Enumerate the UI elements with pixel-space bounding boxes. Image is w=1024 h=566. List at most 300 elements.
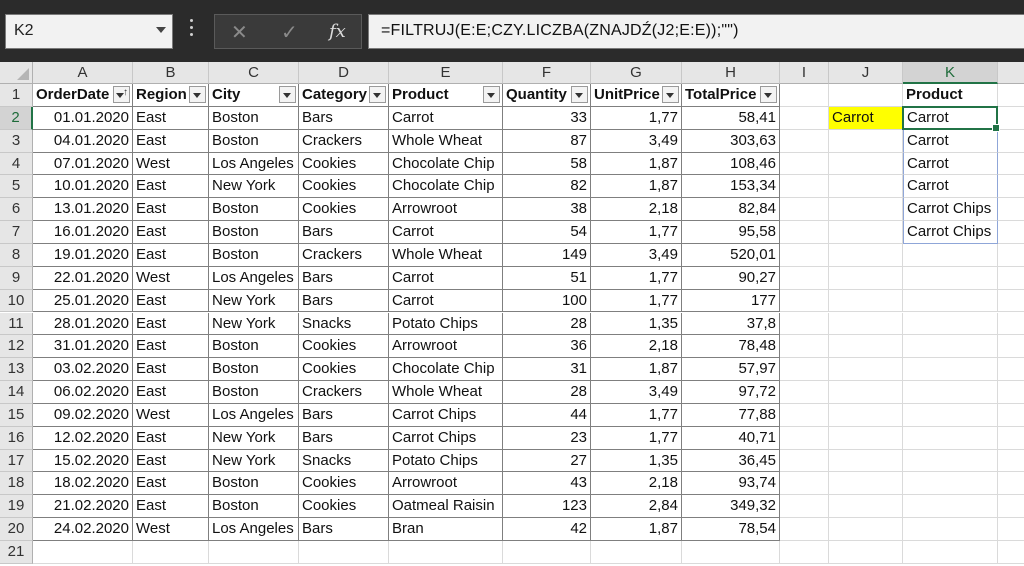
table-cell[interactable]: Los Angeles <box>209 518 299 541</box>
column-header-c[interactable]: C <box>209 62 299 84</box>
table-cell[interactable]: 54 <box>503 221 591 244</box>
row-header-14[interactable]: 14 <box>0 381 33 404</box>
table-cell[interactable]: 40,71 <box>682 427 780 450</box>
table-cell[interactable]: 37,8 <box>682 313 780 336</box>
table-cell[interactable]: Whole Wheat <box>389 244 503 267</box>
table-cell[interactable]: Bars <box>299 221 389 244</box>
row-header-15[interactable]: 15 <box>0 404 33 427</box>
cell[interactable] <box>998 404 1024 427</box>
column-header-i[interactable]: I <box>780 62 829 84</box>
table-cell[interactable]: East <box>133 381 209 404</box>
cell[interactable] <box>299 541 389 564</box>
table-cell[interactable]: 19.01.2020 <box>33 244 133 267</box>
cell[interactable] <box>503 541 591 564</box>
table-cell[interactable]: Arrowroot <box>389 198 503 221</box>
table-cell[interactable]: West <box>133 518 209 541</box>
cell[interactable] <box>829 244 903 267</box>
table-cell[interactable]: 01.01.2020 <box>33 107 133 130</box>
cell[interactable] <box>780 244 829 267</box>
table-cell[interactable]: 1,35 <box>591 450 682 473</box>
table-cell[interactable]: 1,35 <box>591 313 682 336</box>
table-cell[interactable]: 520,01 <box>682 244 780 267</box>
table-cell[interactable]: Cookies <box>299 495 389 518</box>
column-header-d[interactable]: D <box>299 62 389 84</box>
cell[interactable] <box>903 244 998 267</box>
table-cell[interactable]: Bars <box>299 290 389 313</box>
cell[interactable] <box>780 472 829 495</box>
table-cell[interactable]: 38 <box>503 198 591 221</box>
cell[interactable] <box>829 175 903 198</box>
table-cell[interactable]: 21.02.2020 <box>33 495 133 518</box>
filter-dropdown-button[interactable] <box>662 86 679 103</box>
cell[interactable] <box>780 541 829 564</box>
cell[interactable] <box>998 267 1024 290</box>
table-cell[interactable]: 16.01.2020 <box>33 221 133 244</box>
cell[interactable] <box>829 290 903 313</box>
table-header-cell[interactable] <box>503 84 591 107</box>
table-cell[interactable]: 27 <box>503 450 591 473</box>
table-cell[interactable]: Boston <box>209 130 299 153</box>
table-cell[interactable]: 22.01.2020 <box>33 267 133 290</box>
table-cell[interactable]: 06.02.2020 <box>33 381 133 404</box>
table-header-cell[interactable] <box>33 84 133 107</box>
worksheet-grid[interactable] <box>0 62 1024 566</box>
cell[interactable] <box>903 427 998 450</box>
cell[interactable] <box>780 335 829 358</box>
select-all-button[interactable] <box>0 62 33 84</box>
cell[interactable] <box>998 244 1024 267</box>
column-header-b[interactable]: B <box>133 62 209 84</box>
filter-dropdown-button[interactable] <box>189 86 206 103</box>
table-cell[interactable]: 78,54 <box>682 518 780 541</box>
cell[interactable] <box>829 518 903 541</box>
table-cell[interactable]: East <box>133 472 209 495</box>
table-cell[interactable]: 123 <box>503 495 591 518</box>
table-cell[interactable]: Chocolate Chip <box>389 153 503 176</box>
cell[interactable] <box>682 541 780 564</box>
table-cell[interactable]: East <box>133 427 209 450</box>
table-cell[interactable]: 31 <box>503 358 591 381</box>
cell[interactable] <box>998 84 1024 107</box>
table-cell[interactable]: New York <box>209 290 299 313</box>
table-cell[interactable]: Crackers <box>299 244 389 267</box>
table-cell[interactable]: 1,77 <box>591 107 682 130</box>
table-cell[interactable]: 51 <box>503 267 591 290</box>
cell[interactable] <box>829 221 903 244</box>
table-cell[interactable]: 25.01.2020 <box>33 290 133 313</box>
filter-dropdown-button[interactable] <box>369 86 386 103</box>
table-cell[interactable]: 90,27 <box>682 267 780 290</box>
table-cell[interactable]: 18.02.2020 <box>33 472 133 495</box>
table-cell[interactable]: 1,77 <box>591 290 682 313</box>
table-cell[interactable]: Cookies <box>299 335 389 358</box>
table-cell[interactable]: 3,49 <box>591 244 682 267</box>
filter-dropdown-button[interactable] <box>571 86 588 103</box>
cell[interactable] <box>998 450 1024 473</box>
table-cell[interactable]: West <box>133 153 209 176</box>
table-cell[interactable]: 42 <box>503 518 591 541</box>
table-cell[interactable]: Crackers <box>299 381 389 404</box>
table-header-cell[interactable] <box>389 84 503 107</box>
table-cell[interactable]: 28.01.2020 <box>33 313 133 336</box>
cell[interactable] <box>998 495 1024 518</box>
column-header-j[interactable]: J <box>829 62 903 84</box>
filter-dropdown-button[interactable] <box>483 86 500 103</box>
cell[interactable] <box>903 267 998 290</box>
table-cell[interactable]: 177 <box>682 290 780 313</box>
table-cell[interactable]: 149 <box>503 244 591 267</box>
table-cell[interactable]: New York <box>209 427 299 450</box>
cell[interactable] <box>780 381 829 404</box>
cell[interactable] <box>903 381 998 404</box>
table-cell[interactable]: Boston <box>209 381 299 404</box>
table-cell[interactable]: Bars <box>299 267 389 290</box>
row-header-21[interactable]: 21 <box>0 541 33 564</box>
table-cell[interactable]: Snacks <box>299 313 389 336</box>
cell[interactable] <box>998 541 1024 564</box>
table-cell[interactable]: 10.01.2020 <box>33 175 133 198</box>
table-cell[interactable]: Cookies <box>299 153 389 176</box>
column-header-a[interactable]: A <box>33 62 133 84</box>
table-cell[interactable]: 07.01.2020 <box>33 153 133 176</box>
table-cell[interactable]: Bars <box>299 107 389 130</box>
table-header-cell[interactable] <box>299 84 389 107</box>
cell[interactable] <box>829 335 903 358</box>
table-cell[interactable]: Boston <box>209 244 299 267</box>
table-cell[interactable]: 82 <box>503 175 591 198</box>
cell[interactable] <box>389 541 503 564</box>
column-header-h[interactable]: H <box>682 62 780 84</box>
table-cell[interactable]: Boston <box>209 358 299 381</box>
cell[interactable] <box>829 130 903 153</box>
table-cell[interactable]: 153,34 <box>682 175 780 198</box>
table-cell[interactable]: 77,88 <box>682 404 780 427</box>
name-box[interactable] <box>5 14 173 49</box>
cell[interactable] <box>829 381 903 404</box>
table-cell[interactable]: 1,87 <box>591 153 682 176</box>
table-cell[interactable]: Los Angeles <box>209 267 299 290</box>
table-cell[interactable]: East <box>133 198 209 221</box>
column-header-f[interactable]: F <box>503 62 591 84</box>
row-header-9[interactable]: 9 <box>0 267 33 290</box>
table-cell[interactable]: 2,18 <box>591 198 682 221</box>
table-cell[interactable]: Los Angeles <box>209 404 299 427</box>
cell[interactable] <box>998 130 1024 153</box>
table-cell[interactable]: Potato Chips <box>389 313 503 336</box>
table-cell[interactable]: New York <box>209 313 299 336</box>
table-cell[interactable]: Arrowroot <box>389 472 503 495</box>
table-cell[interactable]: Whole Wheat <box>389 381 503 404</box>
table-cell[interactable]: Bran <box>389 518 503 541</box>
table-cell[interactable]: Crackers <box>299 130 389 153</box>
table-cell[interactable]: 44 <box>503 404 591 427</box>
table-cell[interactable]: 82,84 <box>682 198 780 221</box>
table-cell[interactable]: East <box>133 290 209 313</box>
column-header-k[interactable]: K <box>903 62 998 84</box>
column-header-g[interactable]: G <box>591 62 682 84</box>
formula-bar[interactable] <box>368 14 1024 49</box>
row-header-17[interactable]: 17 <box>0 450 33 473</box>
cell[interactable] <box>133 541 209 564</box>
table-cell[interactable]: Boston <box>209 107 299 130</box>
filter-dropdown-button[interactable] <box>760 86 777 103</box>
row-header-6[interactable]: 6 <box>0 198 33 221</box>
table-cell[interactable]: Cookies <box>299 472 389 495</box>
result-cell[interactable]: Carrot <box>903 107 998 130</box>
cell[interactable] <box>829 313 903 336</box>
table-cell[interactable]: 2,18 <box>591 472 682 495</box>
result-cell[interactable]: Carrot Chips <box>903 221 998 244</box>
cell[interactable] <box>829 472 903 495</box>
table-cell[interactable]: 12.02.2020 <box>33 427 133 450</box>
row-header-13[interactable]: 13 <box>0 358 33 381</box>
table-cell[interactable]: 1,87 <box>591 358 682 381</box>
cell[interactable] <box>829 84 903 107</box>
table-cell[interactable]: New York <box>209 175 299 198</box>
table-cell[interactable]: 95,58 <box>682 221 780 244</box>
cell[interactable] <box>829 427 903 450</box>
table-cell[interactable]: 3,49 <box>591 381 682 404</box>
cell[interactable] <box>998 358 1024 381</box>
result-cell[interactable]: Carrot <box>903 153 998 176</box>
table-cell[interactable]: East <box>133 450 209 473</box>
cell[interactable] <box>998 427 1024 450</box>
cell[interactable] <box>903 450 998 473</box>
table-cell[interactable]: Boston <box>209 335 299 358</box>
table-cell[interactable]: 33 <box>503 107 591 130</box>
table-cell[interactable]: 23 <box>503 427 591 450</box>
cell[interactable] <box>780 313 829 336</box>
table-cell[interactable]: 1,77 <box>591 404 682 427</box>
row-header-4[interactable]: 4 <box>0 153 33 176</box>
table-cell[interactable]: Cookies <box>299 358 389 381</box>
table-cell[interactable]: Boston <box>209 198 299 221</box>
table-cell[interactable]: 13.01.2020 <box>33 198 133 221</box>
table-cell[interactable]: Chocolate Chip <box>389 358 503 381</box>
table-cell[interactable]: East <box>133 107 209 130</box>
table-cell[interactable]: 15.02.2020 <box>33 450 133 473</box>
cancel-icon[interactable]: ✕ <box>231 22 248 44</box>
table-cell[interactable]: Carrot <box>389 107 503 130</box>
cell[interactable] <box>998 335 1024 358</box>
chevron-down-icon[interactable] <box>156 27 166 33</box>
table-cell[interactable]: East <box>133 358 209 381</box>
cell[interactable] <box>903 541 998 564</box>
table-cell[interactable]: Carrot <box>389 221 503 244</box>
table-cell[interactable]: Los Angeles <box>209 153 299 176</box>
cell[interactable] <box>998 290 1024 313</box>
cell[interactable] <box>998 221 1024 244</box>
cell[interactable] <box>903 495 998 518</box>
table-cell[interactable]: 43 <box>503 472 591 495</box>
cell[interactable] <box>998 381 1024 404</box>
table-header-cell[interactable] <box>591 84 682 107</box>
table-cell[interactable]: 93,74 <box>682 472 780 495</box>
result-cell[interactable]: Carrot <box>903 130 998 153</box>
table-cell[interactable]: 349,32 <box>682 495 780 518</box>
result-cell[interactable]: Carrot <box>903 175 998 198</box>
table-cell[interactable]: Boston <box>209 495 299 518</box>
cell[interactable] <box>998 472 1024 495</box>
table-cell[interactable]: West <box>133 267 209 290</box>
cell[interactable] <box>903 358 998 381</box>
table-cell[interactable]: 100 <box>503 290 591 313</box>
cell[interactable] <box>829 541 903 564</box>
table-cell[interactable]: 57,97 <box>682 358 780 381</box>
cell[interactable] <box>780 404 829 427</box>
table-header-cell[interactable] <box>209 84 299 107</box>
table-cell[interactable]: Oatmeal Raisin <box>389 495 503 518</box>
criteria-cell[interactable]: Carrot <box>829 107 903 130</box>
table-cell[interactable]: 108,46 <box>682 153 780 176</box>
row-header-20[interactable]: 20 <box>0 518 33 541</box>
table-cell[interactable]: Boston <box>209 221 299 244</box>
insert-function-button[interactable]: fx <box>329 21 346 42</box>
table-cell[interactable]: East <box>133 244 209 267</box>
table-cell[interactable]: Carrot <box>389 290 503 313</box>
cell[interactable] <box>780 107 829 130</box>
row-header-19[interactable]: 19 <box>0 495 33 518</box>
cell[interactable] <box>903 313 998 336</box>
table-cell[interactable]: Snacks <box>299 450 389 473</box>
table-cell[interactable]: 36 <box>503 335 591 358</box>
table-cell[interactable]: 1,77 <box>591 427 682 450</box>
row-header-11[interactable]: 11 <box>0 313 33 336</box>
table-cell[interactable]: Carrot <box>389 267 503 290</box>
row-header-16[interactable]: 16 <box>0 427 33 450</box>
table-cell[interactable]: 1,77 <box>591 221 682 244</box>
table-cell[interactable]: 36,45 <box>682 450 780 473</box>
table-header-cell[interactable] <box>133 84 209 107</box>
cell[interactable] <box>903 335 998 358</box>
cell[interactable] <box>998 107 1024 130</box>
cell[interactable] <box>998 518 1024 541</box>
cell[interactable] <box>829 404 903 427</box>
table-cell[interactable]: 28 <box>503 381 591 404</box>
table-cell[interactable]: 97,72 <box>682 381 780 404</box>
cell[interactable] <box>829 198 903 221</box>
table-cell[interactable]: 04.01.2020 <box>33 130 133 153</box>
column-header-e[interactable]: E <box>389 62 503 84</box>
cell[interactable] <box>591 541 682 564</box>
table-cell[interactable]: 1,77 <box>591 267 682 290</box>
filter-dropdown-button[interactable] <box>113 86 130 103</box>
row-header-12[interactable]: 12 <box>0 335 33 358</box>
table-cell[interactable]: 24.02.2020 <box>33 518 133 541</box>
table-cell[interactable]: Cookies <box>299 175 389 198</box>
row-header-1[interactable]: 1 <box>0 84 33 107</box>
filter-dropdown-button[interactable] <box>279 86 296 103</box>
row-header-7[interactable]: 7 <box>0 221 33 244</box>
table-cell[interactable]: Arrowroot <box>389 335 503 358</box>
cell[interactable] <box>998 153 1024 176</box>
table-cell[interactable]: Bars <box>299 518 389 541</box>
cell[interactable] <box>829 153 903 176</box>
row-header-3[interactable]: 3 <box>0 130 33 153</box>
cell[interactable] <box>780 130 829 153</box>
table-cell[interactable]: East <box>133 313 209 336</box>
cell[interactable] <box>780 153 829 176</box>
cell[interactable] <box>780 450 829 473</box>
cell[interactable] <box>780 267 829 290</box>
table-cell[interactable]: East <box>133 130 209 153</box>
cell[interactable] <box>903 404 998 427</box>
cell[interactable] <box>780 175 829 198</box>
table-cell[interactable]: 3,49 <box>591 130 682 153</box>
table-cell[interactable]: 09.02.2020 <box>33 404 133 427</box>
table-cell[interactable]: Carrot Chips <box>389 404 503 427</box>
table-cell[interactable]: 303,63 <box>682 130 780 153</box>
table-cell[interactable]: Bars <box>299 427 389 450</box>
table-cell[interactable]: 2,18 <box>591 335 682 358</box>
table-cell[interactable]: Potato Chips <box>389 450 503 473</box>
row-header-10[interactable]: 10 <box>0 290 33 313</box>
cell[interactable] <box>829 267 903 290</box>
table-cell[interactable]: 1,87 <box>591 518 682 541</box>
table-cell[interactable]: 1,87 <box>591 175 682 198</box>
table-cell[interactable]: East <box>133 335 209 358</box>
cell[interactable] <box>780 518 829 541</box>
table-cell[interactable]: 28 <box>503 313 591 336</box>
table-cell[interactable]: West <box>133 404 209 427</box>
table-cell[interactable]: Bars <box>299 404 389 427</box>
result-cell[interactable]: Carrot Chips <box>903 198 998 221</box>
table-cell[interactable]: East <box>133 221 209 244</box>
cell[interactable] <box>903 290 998 313</box>
row-header-8[interactable]: 8 <box>0 244 33 267</box>
result-header-cell[interactable]: Product <box>903 84 998 107</box>
table-cell[interactable]: Whole Wheat <box>389 130 503 153</box>
table-cell[interactable]: New York <box>209 450 299 473</box>
table-cell[interactable]: Carrot Chips <box>389 427 503 450</box>
table-cell[interactable]: 58,41 <box>682 107 780 130</box>
table-cell[interactable]: Chocolate Chip <box>389 175 503 198</box>
table-cell[interactable]: East <box>133 175 209 198</box>
more-options-icon[interactable] <box>188 19 194 41</box>
cell[interactable] <box>998 175 1024 198</box>
cell[interactable] <box>33 541 133 564</box>
table-cell[interactable]: Cookies <box>299 198 389 221</box>
table-cell[interactable]: Boston <box>209 472 299 495</box>
cell[interactable] <box>829 450 903 473</box>
cell[interactable] <box>998 313 1024 336</box>
table-cell[interactable]: 31.01.2020 <box>33 335 133 358</box>
row-header-18[interactable]: 18 <box>0 472 33 495</box>
cell[interactable] <box>780 221 829 244</box>
table-cell[interactable]: 03.02.2020 <box>33 358 133 381</box>
cell[interactable] <box>780 427 829 450</box>
table-cell[interactable]: East <box>133 495 209 518</box>
table-cell[interactable]: 2,84 <box>591 495 682 518</box>
row-header-2[interactable]: 2 <box>0 107 33 130</box>
table-cell[interactable]: 87 <box>503 130 591 153</box>
cell[interactable] <box>780 290 829 313</box>
cell[interactable] <box>780 84 829 107</box>
cell[interactable] <box>780 198 829 221</box>
cell[interactable] <box>903 518 998 541</box>
cell[interactable] <box>998 198 1024 221</box>
row-header-5[interactable]: 5 <box>0 175 33 198</box>
cell[interactable] <box>780 495 829 518</box>
table-header-cell[interactable] <box>682 84 780 107</box>
cell[interactable] <box>780 358 829 381</box>
table-cell[interactable]: 58 <box>503 153 591 176</box>
cell[interactable] <box>829 358 903 381</box>
cell[interactable] <box>209 541 299 564</box>
cell[interactable] <box>829 495 903 518</box>
cell[interactable] <box>903 472 998 495</box>
table-cell[interactable]: 78,48 <box>682 335 780 358</box>
